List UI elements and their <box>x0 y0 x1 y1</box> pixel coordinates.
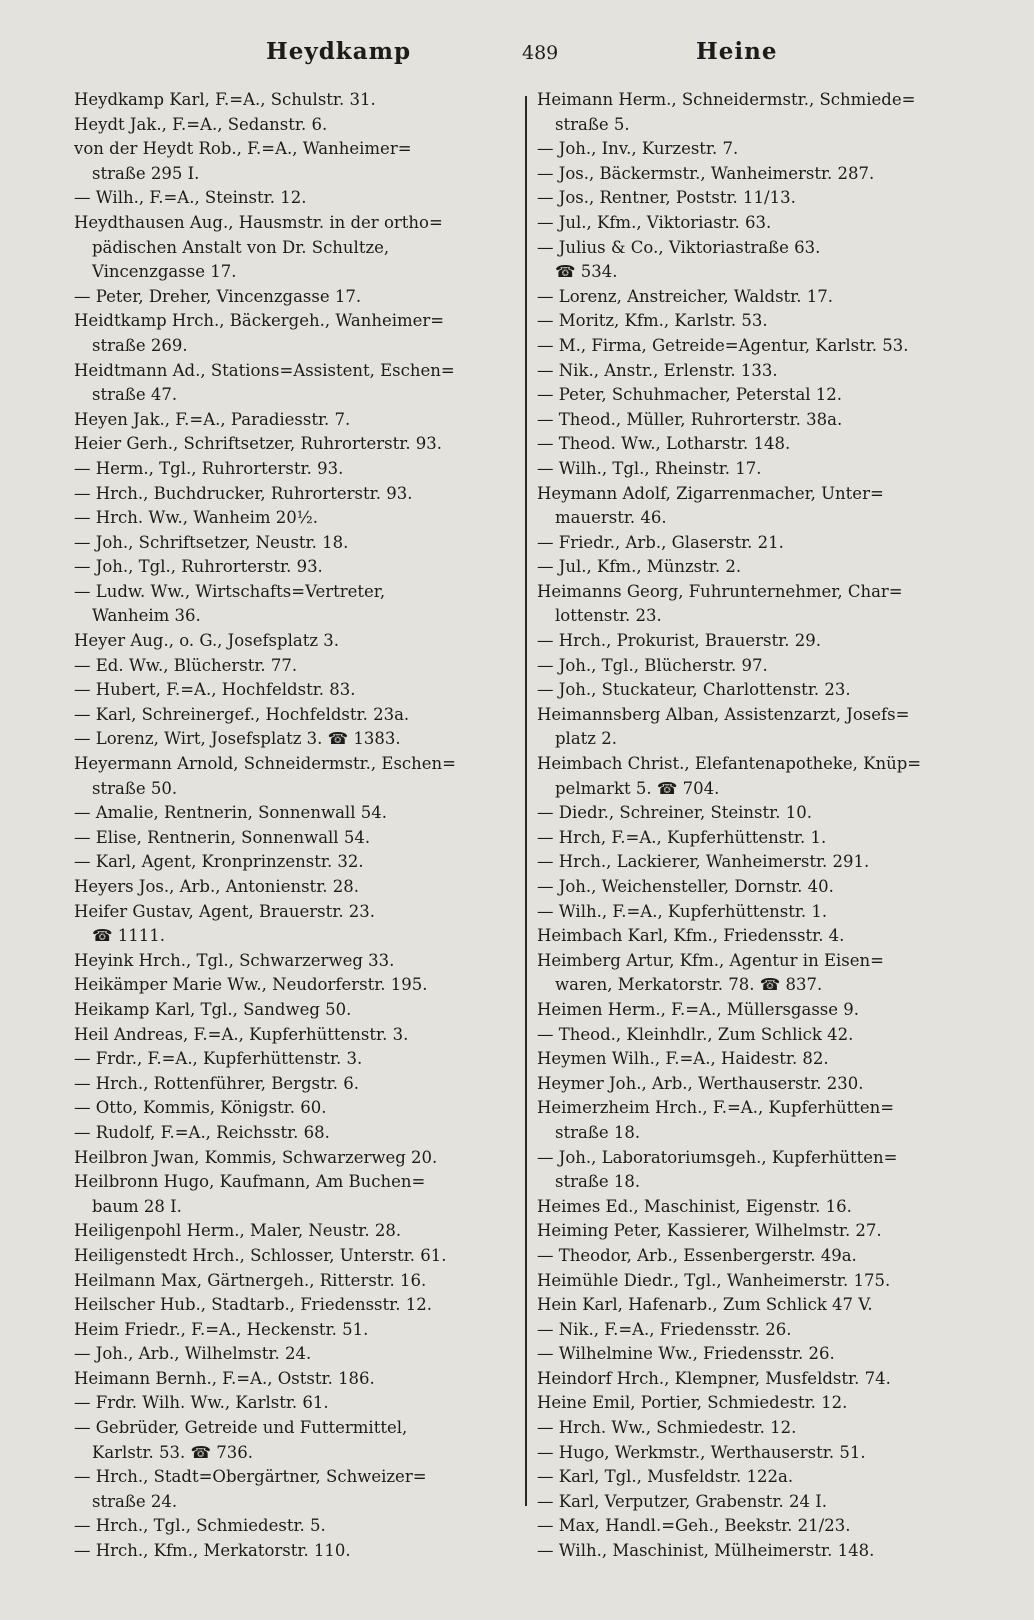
entry-line: Heifer Gustav, Agent, Brauerstr. 23. <box>74 901 376 921</box>
entry-line: — Wilh., F.=A., Kupferhüttenstr. 1. <box>537 901 828 921</box>
directory-entry <box>74 1342 512 1367</box>
directory-entry <box>74 1416 512 1465</box>
entry-continuation-line: straße 295 I. <box>92 163 200 183</box>
directory-entry <box>74 1539 512 1564</box>
entry-continuation-line: lottenstr. 23. <box>555 606 662 626</box>
entry-continuation-line: platz 2. <box>555 729 617 749</box>
entry-line: — Hubert, F.=A., Hochfeldstr. 83. <box>74 680 356 700</box>
entry-line: — Hugo, Werkmstr., Werthauserstr. 51. <box>537 1442 866 1462</box>
entry-line: Heier Gerh., Schriftsetzer, Ruhrorterstr. 93. <box>74 434 443 454</box>
directory-entry <box>537 654 977 679</box>
entry-line: — Herm., Tgl., Ruhrorterstr. 93. <box>74 458 344 478</box>
entry-continuation-line: waren, Merkatorstr. 78. ☎ 837. <box>555 975 823 995</box>
entry-line: — Hrch., Prokurist, Brauerstr. 29. <box>537 631 821 651</box>
directory-entry <box>537 88 977 137</box>
entry-line: — Karl, Agent, Kronprinzenstr. 32. <box>74 852 364 872</box>
entry-continuation-line: straße 5. <box>555 114 630 134</box>
directory-entry <box>537 1342 977 1367</box>
directory-entry <box>537 1416 977 1441</box>
entry-line: — Otto, Kommis, Königstr. 60. <box>74 1098 327 1118</box>
entry-line: Heimbach Christ., Elefantenapotheke, Knüp= <box>537 754 922 774</box>
entry-continuation-line: pelmarkt 5. ☎ 704. <box>555 778 720 798</box>
entry-line: Heimanns Georg, Fuhrunternehmer, Char= <box>537 581 903 601</box>
entry-line: — Wilhelmine Ww., Friedensstr. 26. <box>537 1344 835 1364</box>
entry-line: — Joh., Laboratoriumsgeh., Kupferhütten= <box>537 1147 898 1167</box>
entry-line: Heyermann Arnold, Schneidermstr., Eschen= <box>74 754 457 774</box>
directory-entry <box>74 1072 512 1097</box>
directory-entry <box>74 949 512 974</box>
directory-entry <box>537 801 977 826</box>
entry-line: Heimen Herm., F.=A., Müllersgasse 9. <box>537 999 860 1019</box>
entry-line: — Theod., Müller, Ruhrorterstr. 38a. <box>537 409 843 429</box>
directory-entry <box>74 900 512 949</box>
directory-entry <box>74 1514 512 1539</box>
entry-line: Heine Emil, Portier, Schmiedestr. 12. <box>537 1393 848 1413</box>
entry-line: — Joh., Tgl., Blücherstr. 97. <box>537 655 768 675</box>
left-column <box>74 88 512 1564</box>
directory-entry <box>537 850 977 875</box>
directory-entry <box>537 1244 977 1269</box>
directory-entry <box>74 88 512 113</box>
entry-line: — Friedr., Arb., Glaserstr. 21. <box>537 532 784 552</box>
entry-line: — Jul., Kfm., Münzstr. 2. <box>537 557 742 577</box>
entry-continuation-line: Vincenzgasse 17. <box>92 262 237 282</box>
column-divider <box>525 96 527 1506</box>
entry-line: Heidtmann Ad., Stations=Assistent, Eschen= <box>74 360 455 380</box>
directory-entry <box>74 1047 512 1072</box>
entry-line: — Elise, Rentnerin, Sonnenwall 54. <box>74 827 371 847</box>
entry-line: Heimann Bernh., F.=A., Oststr. 186. <box>74 1368 375 1388</box>
directory-entry <box>74 1146 512 1171</box>
page-number: 489 <box>522 42 559 64</box>
entry-line: — Hrch., Buchdrucker, Ruhrorterstr. 93. <box>74 483 413 503</box>
directory-entry <box>74 678 512 703</box>
directory-entry <box>537 752 977 801</box>
entry-line: — Jos., Bäckermstr., Wanheimerstr. 287. <box>537 163 875 183</box>
entry-line: — Hrch., Tgl., Schmiedestr. 5. <box>74 1516 326 1536</box>
entry-line: Heikamp Karl, Tgl., Sandweg 50. <box>74 999 352 1019</box>
entry-continuation-line: pädischen Anstalt von Dr. Schultze, <box>92 237 390 257</box>
entry-line: — Peter, Schuhmacher, Peterstal 12. <box>537 385 843 405</box>
entry-line: — Hrch. Ww., Wanheim 20½. <box>74 508 319 528</box>
entry-line: Heydt Jak., F.=A., Sedanstr. 6. <box>74 114 328 134</box>
directory-entry <box>537 703 977 752</box>
directory-entry <box>537 580 977 629</box>
entry-line: Heim Friedr., F.=A., Heckenstr. 51. <box>74 1319 369 1339</box>
entry-line: Heimes Ed., Maschinist, Eigenstr. 16. <box>537 1196 852 1216</box>
entry-continuation-line: Wanheim 36. <box>92 606 201 626</box>
directory-entry <box>537 236 977 285</box>
directory-entry <box>74 186 512 211</box>
directory-entry <box>537 998 977 1023</box>
entry-line: — Hrch, F.=A., Kupferhüttenstr. 1. <box>537 827 827 847</box>
entry-line: Heimerzheim Hrch., F.=A., Kupferhütten= <box>537 1098 895 1118</box>
entry-line: Heimannsberg Alban, Assistenzarzt, Josefs= <box>537 704 910 724</box>
entry-line: — Jul., Kfm., Viktoriastr. 63. <box>537 212 772 232</box>
entry-continuation-line: straße 24. <box>92 1491 178 1511</box>
directory-entry <box>537 285 977 310</box>
directory-entry <box>74 973 512 998</box>
directory-entry <box>537 1318 977 1343</box>
entry-line: Heimbach Karl, Kfm., Friedensstr. 4. <box>537 926 845 946</box>
directory-entry <box>74 285 512 310</box>
entry-line: — Ed. Ww., Blücherstr. 77. <box>74 655 298 675</box>
directory-entry <box>537 678 977 703</box>
directory-entry <box>537 1146 977 1195</box>
directory-entry <box>537 531 977 556</box>
directory-entry <box>537 1219 977 1244</box>
directory-entry <box>74 727 512 752</box>
entry-line: Heyink Hrch., Tgl., Schwarzerweg 33. <box>74 950 395 970</box>
directory-entry <box>537 211 977 236</box>
entry-continuation-line: straße 18. <box>555 1172 641 1192</box>
entry-line: — Max, Handl.=Geh., Beekstr. 21/23. <box>537 1516 851 1536</box>
directory-entry <box>74 1170 512 1219</box>
directory-entry <box>537 1514 977 1539</box>
directory-entry <box>537 482 977 531</box>
directory-entry <box>537 1047 977 1072</box>
entry-line: — Hrch., Lackierer, Wanheimerstr. 291. <box>537 852 870 872</box>
entry-line: — Amalie, Rentnerin, Sonnenwall 54. <box>74 803 387 823</box>
directory-entry <box>537 949 977 998</box>
directory-entry <box>74 482 512 507</box>
directory-entry <box>537 1293 977 1318</box>
entry-line: — Joh., Stuckateur, Charlottenstr. 23. <box>537 680 851 700</box>
entry-line: — Joh., Schriftsetzer, Neustr. 18. <box>74 532 349 552</box>
entry-line: — Karl, Verputzer, Grabenstr. 24 I. <box>537 1491 827 1511</box>
directory-entry <box>537 383 977 408</box>
directory-entry <box>74 998 512 1023</box>
entry-line: — Karl, Tgl., Musfeldstr. 122a. <box>537 1467 794 1487</box>
directory-entry <box>537 186 977 211</box>
entry-line: — Hrch. Ww., Schmiedestr. 12. <box>537 1418 797 1438</box>
entry-line: Heilbron Jwan, Kommis, Schwarzerweg 20. <box>74 1147 438 1167</box>
entry-line: — Joh., Tgl., Ruhrorterstr. 93. <box>74 557 323 577</box>
entry-line: Heiligenstedt Hrch., Schlosser, Unterstr. 61. <box>74 1245 447 1265</box>
entry-line: — Theod. Ww., Lotharstr. 148. <box>537 434 791 454</box>
directory-entry <box>537 1269 977 1294</box>
directory-entry <box>74 801 512 826</box>
directory-entry <box>537 1539 977 1564</box>
directory-entry <box>537 1096 977 1145</box>
entry-line: — Hrch., Rottenführer, Bergstr. 6. <box>74 1073 359 1093</box>
directory-entry <box>537 629 977 654</box>
directory-entry <box>74 1219 512 1244</box>
directory-entry <box>74 1244 512 1269</box>
directory-entry <box>74 408 512 433</box>
directory-entry <box>74 1318 512 1343</box>
entry-continuation-line: straße 50. <box>92 778 178 798</box>
entry-line: Heimühle Diedr., Tgl., Wanheimerstr. 175. <box>537 1270 891 1290</box>
entry-line: Heilmann Max, Gärtnergeh., Ritterstr. 16. <box>74 1270 427 1290</box>
directory-entry <box>74 1121 512 1146</box>
directory-entry <box>74 850 512 875</box>
directory-entry <box>537 1023 977 1048</box>
entry-continuation-line: ☎ 1111. <box>92 926 166 946</box>
directory-entry <box>74 1391 512 1416</box>
entry-line: — Ludw. Ww., Wirtschafts=Vertreter, <box>74 581 386 601</box>
entry-line: Heilbronn Hugo, Kaufmann, Am Buchen= <box>74 1172 426 1192</box>
entry-line: — Wilh., F.=A., Steinstr. 12. <box>74 188 307 208</box>
directory-entry <box>537 162 977 187</box>
entry-line: — Julius & Co., Viktoriastraße 63. <box>537 237 821 257</box>
entry-line: Heimberg Artur, Kfm., Agentur in Eisen= <box>537 950 884 970</box>
directory-entry <box>537 900 977 925</box>
directory-entry <box>537 555 977 580</box>
directory-entry <box>537 875 977 900</box>
directory-entry <box>74 1293 512 1318</box>
entry-line: — Diedr., Schreiner, Steinstr. 10. <box>537 803 812 823</box>
directory-entry <box>74 875 512 900</box>
entry-line: Heilscher Hub., Stadtarb., Friedensstr. 12. <box>74 1295 432 1315</box>
directory-entry <box>74 703 512 728</box>
directory-entry <box>74 1465 512 1514</box>
entry-continuation-line: straße 47. <box>92 385 178 405</box>
directory-entry <box>537 359 977 384</box>
entry-line: — Joh., Inv., Kurzestr. 7. <box>537 139 739 159</box>
directory-entry <box>74 432 512 457</box>
directory-entry <box>537 1367 977 1392</box>
entry-line: — Frdr., F.=A., Kupferhüttenstr. 3. <box>74 1049 363 1069</box>
entry-line: Heil Andreas, F.=A., Kupferhüttenstr. 3. <box>74 1024 409 1044</box>
directory-entry <box>74 113 512 138</box>
directory-entry <box>74 211 512 285</box>
entry-line: — Frdr. Wilh. Ww., Karlstr. 61. <box>74 1393 329 1413</box>
entry-line: Heyers Jos., Arb., Antonienstr. 28. <box>74 877 359 896</box>
directory-entry <box>74 1096 512 1121</box>
entry-line: — Nik., F.=A., Friedensstr. 26. <box>537 1319 792 1339</box>
directory-entry <box>74 531 512 556</box>
directory-entry <box>537 334 977 359</box>
entry-line: — Wilh., Tgl., Rheinstr. 17. <box>537 458 762 478</box>
entry-line: Hein Karl, Hafenarb., Zum Schlick 47 V. <box>537 1295 873 1315</box>
directory-entry <box>537 1441 977 1466</box>
entry-line: — Theodor, Arb., Essenbergerstr. 49a. <box>537 1245 857 1265</box>
entry-line: — Moritz, Kfm., Karlstr. 53. <box>537 311 768 331</box>
directory-entry <box>74 752 512 801</box>
entry-line: — Lorenz, Anstreicher, Waldstr. 17. <box>537 286 833 306</box>
entry-line: Heymann Adolf, Zigarrenmacher, Unter= <box>537 483 884 503</box>
entry-line: — Peter, Dreher, Vincenzgasse 17. <box>74 286 362 306</box>
directory-entry <box>74 137 512 186</box>
directory-entry <box>74 580 512 629</box>
entry-line: — Hrch., Kfm., Merkatorstr. 110. <box>74 1541 351 1561</box>
entry-continuation-line: ☎ 534. <box>555 262 618 282</box>
entry-line: — Theod., Kleinhdlr., Zum Schlick 42. <box>537 1024 854 1044</box>
directory-entry <box>537 924 977 949</box>
directory-entry <box>537 457 977 482</box>
entry-line: — Hrch., Stadt=Obergärtner, Schweizer= <box>74 1467 427 1487</box>
entry-continuation-line: baum 28 I. <box>92 1196 182 1216</box>
directory-entry <box>74 1023 512 1048</box>
entry-line: von der Heydt Rob., F.=A., Wanheimer= <box>74 139 412 159</box>
directory-entry <box>74 654 512 679</box>
directory-entry <box>74 1269 512 1294</box>
entry-line: Heidtkamp Hrch., Bäckergeh., Wanheimer= <box>74 311 445 331</box>
entry-line: — Gebrüder, Getreide und Futtermittel, <box>74 1418 408 1438</box>
entry-continuation-line: straße 269. <box>92 335 188 355</box>
directory-entry <box>537 1072 977 1097</box>
directory-entry <box>74 457 512 482</box>
entry-line: Heiligenpohl Herm., Maler, Neustr. 28. <box>74 1221 402 1241</box>
entry-line: — Jos., Rentner, Poststr. 11/13. <box>537 188 796 208</box>
directory-entry <box>74 359 512 408</box>
directory-entry <box>537 309 977 334</box>
directory-entry <box>537 1465 977 1490</box>
directory-entry <box>74 309 512 358</box>
directory-entry <box>537 432 977 457</box>
entry-line: — Joh., Arb., Wilhelmstr. 24. <box>74 1344 312 1364</box>
entry-continuation-line: Karlstr. 53. ☎ 736. <box>92 1442 254 1462</box>
directory-entry <box>74 629 512 654</box>
right-column <box>537 88 977 1564</box>
entry-line: Heymer Joh., Arb., Werthauserstr. 230. <box>537 1073 864 1093</box>
directory-entry <box>537 1195 977 1220</box>
entry-line: — M., Firma, Getreide=Agentur, Karlstr. 53. <box>537 335 909 355</box>
entry-line: Heyer Aug., o. G., Josefsplatz 3. <box>74 631 340 651</box>
directory-entry <box>537 826 977 851</box>
directory-entry <box>74 826 512 851</box>
running-head-right: Heine <box>696 38 778 65</box>
running-head-left: Heydkamp <box>266 38 412 65</box>
directory-entry <box>537 1490 977 1515</box>
entry-line: — Wilh., Maschinist, Mülheimerstr. 148. <box>537 1541 875 1561</box>
entry-continuation-line: straße 18. <box>555 1122 641 1142</box>
directory-entry <box>74 1367 512 1392</box>
entry-line: — Rudolf, F.=A., Reichsstr. 68. <box>74 1122 330 1142</box>
entry-line: Heindorf Hrch., Klempner, Musfeldstr. 74. <box>537 1368 891 1388</box>
directory-entry <box>537 1391 977 1416</box>
directory-entry <box>537 137 977 162</box>
entry-line: — Joh., Weichensteller, Dornstr. 40. <box>537 877 834 896</box>
directory-entry <box>537 408 977 433</box>
entry-line: — Nik., Anstr., Erlenstr. 133. <box>537 360 778 380</box>
entry-line: Heydthausen Aug., Hausmstr. in der ortho= <box>74 212 443 232</box>
entry-line: Heimann Herm., Schneidermstr., Schmiede= <box>537 90 916 109</box>
entry-line: Heikämper Marie Ww., Neudorferstr. 195. <box>74 975 428 995</box>
entry-line: — Karl, Schreinergef., Hochfeldstr. 23a. <box>74 704 410 724</box>
entry-continuation-line: mauerstr. 46. <box>555 508 667 528</box>
entry-line: Heiming Peter, Kassierer, Wilhelmstr. 27. <box>537 1221 882 1241</box>
directory-entry <box>74 506 512 531</box>
entry-line: Heymen Wilh., F.=A., Haidestr. 82. <box>537 1049 829 1069</box>
directory-entry <box>74 555 512 580</box>
entry-line: Heydkamp Karl, F.=A., Schulstr. 31. <box>74 90 376 109</box>
entry-line: — Lorenz, Wirt, Josefsplatz 3. ☎ 1383. <box>74 729 401 749</box>
entry-line: Heyen Jak., F.=A., Paradiesstr. 7. <box>74 409 351 429</box>
